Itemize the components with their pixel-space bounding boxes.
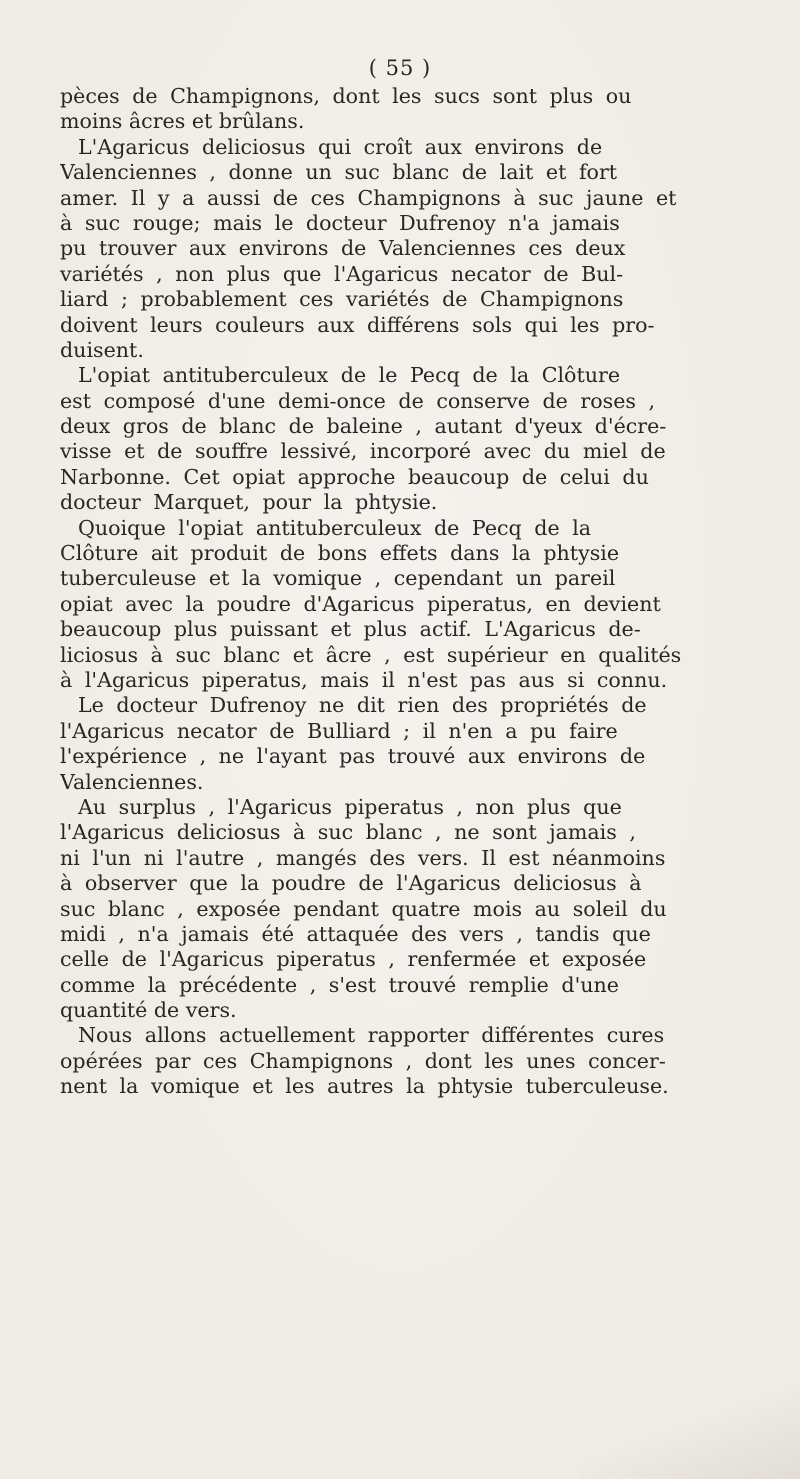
text-line: Narbonne. Cet opiat approche beaucoup de celui du bbox=[60, 464, 649, 489]
text-line: variétés , non plus que l'Agaricus necator de Bul- bbox=[60, 261, 624, 286]
text-line: l'Agaricus necator de Bulliard ; il n'en a pu faire bbox=[60, 718, 618, 743]
body-text bbox=[60, 84, 780, 1100]
text-line: pèces de Champignons, dont les sucs sont plus ou bbox=[60, 84, 632, 108]
text-line: midi , n'a jamais été attaquée des vers , tandis que bbox=[60, 921, 651, 946]
text-line: quantité de vers. bbox=[60, 998, 237, 1023]
text-line: l'expérience , ne l'ayant pas trouvé aux environs de bbox=[60, 744, 646, 769]
text-line: Quoique l'opiat antituberculeux de Pecq de la bbox=[78, 515, 592, 540]
page-shadow bbox=[580, 1339, 800, 1479]
text-line: celle de l'Agaricus piperatus , renfermée et exposée bbox=[60, 947, 647, 972]
text-line: duisent. bbox=[60, 337, 144, 362]
text-line: comme la précédente , s'est trouvé remplie d'une bbox=[60, 972, 619, 997]
text-line: suc blanc , exposée pendant quatre mois au soleil du bbox=[60, 896, 667, 921]
text-line: est composé d'une demi-once de conserve de roses , bbox=[60, 388, 656, 413]
text-line: nent la vomique et les autres la phtysie tuberculeuse. bbox=[60, 1074, 669, 1099]
text-line: ni l'un ni l'autre , mangés des vers. Il est néanmoins bbox=[60, 845, 666, 870]
text-line: tuberculeuse et la vomique , cependant un pareil bbox=[60, 566, 616, 591]
text-line: liard ; probablement ces variétés de Champignons bbox=[60, 287, 624, 312]
text-line: opiat avec la poudre d'Agaricus piperatus, en devient bbox=[60, 591, 661, 616]
text-line: visse et de souffre lessivé, incorporé avec du miel de bbox=[60, 439, 666, 464]
text-line: à observer que la poudre de l'Agaricus deliciosus à bbox=[60, 871, 642, 896]
text-line: pu trouver aux environs de Valenciennes ces deux bbox=[60, 236, 626, 261]
text-line: L'Agaricus deliciosus qui croît aux environs de bbox=[78, 134, 603, 159]
text-line: beaucoup plus puissant et plus actif. L'Agaricus de- bbox=[60, 617, 641, 642]
text-line: opérées par ces Champignons , dont les unes concer- bbox=[60, 1048, 666, 1073]
text-line: moins âcres et brûlans. bbox=[60, 109, 305, 134]
text-line: docteur Marquet, pour la phtysie. bbox=[60, 490, 438, 515]
text-line: liciosus à suc blanc et âcre , est supérieur en qualités bbox=[60, 642, 682, 667]
page-number: ( 55 ) bbox=[368, 56, 432, 80]
text-line: à suc rouge; mais le docteur Dufrenoy n'a jamais bbox=[60, 210, 620, 235]
text-line: Valenciennes , donne un suc blanc de lait et fort bbox=[60, 160, 618, 185]
text-line: Le docteur Dufrenoy ne dit rien des propriétés de bbox=[78, 693, 647, 718]
text-line: l'Agaricus deliciosus à suc blanc , ne sont jamais , bbox=[60, 820, 636, 845]
text-line: L'opiat antituberculeux de le Pecq de la Clôture bbox=[78, 363, 621, 388]
text-line: doivent leurs couleurs aux différens sols qui les pro- bbox=[60, 312, 655, 337]
text-line: à l'Agaricus piperatus, mais il n'est pas aus si connu. bbox=[60, 667, 668, 692]
text-line: amer. Il y a aussi de ces Champignons à suc jaune et bbox=[60, 185, 677, 210]
text-line: Au surplus , l'Agaricus piperatus , non plus que bbox=[78, 794, 622, 819]
text-line: deux gros de blanc de baleine , autant d'yeux d'écre- bbox=[60, 414, 667, 439]
text-line: Valenciennes. bbox=[60, 769, 204, 794]
text-line: Nous allons actuellement rapporter différentes cures bbox=[78, 1023, 665, 1048]
text-line: Clôture ait produit de bons effets dans la phtysie bbox=[60, 541, 620, 566]
